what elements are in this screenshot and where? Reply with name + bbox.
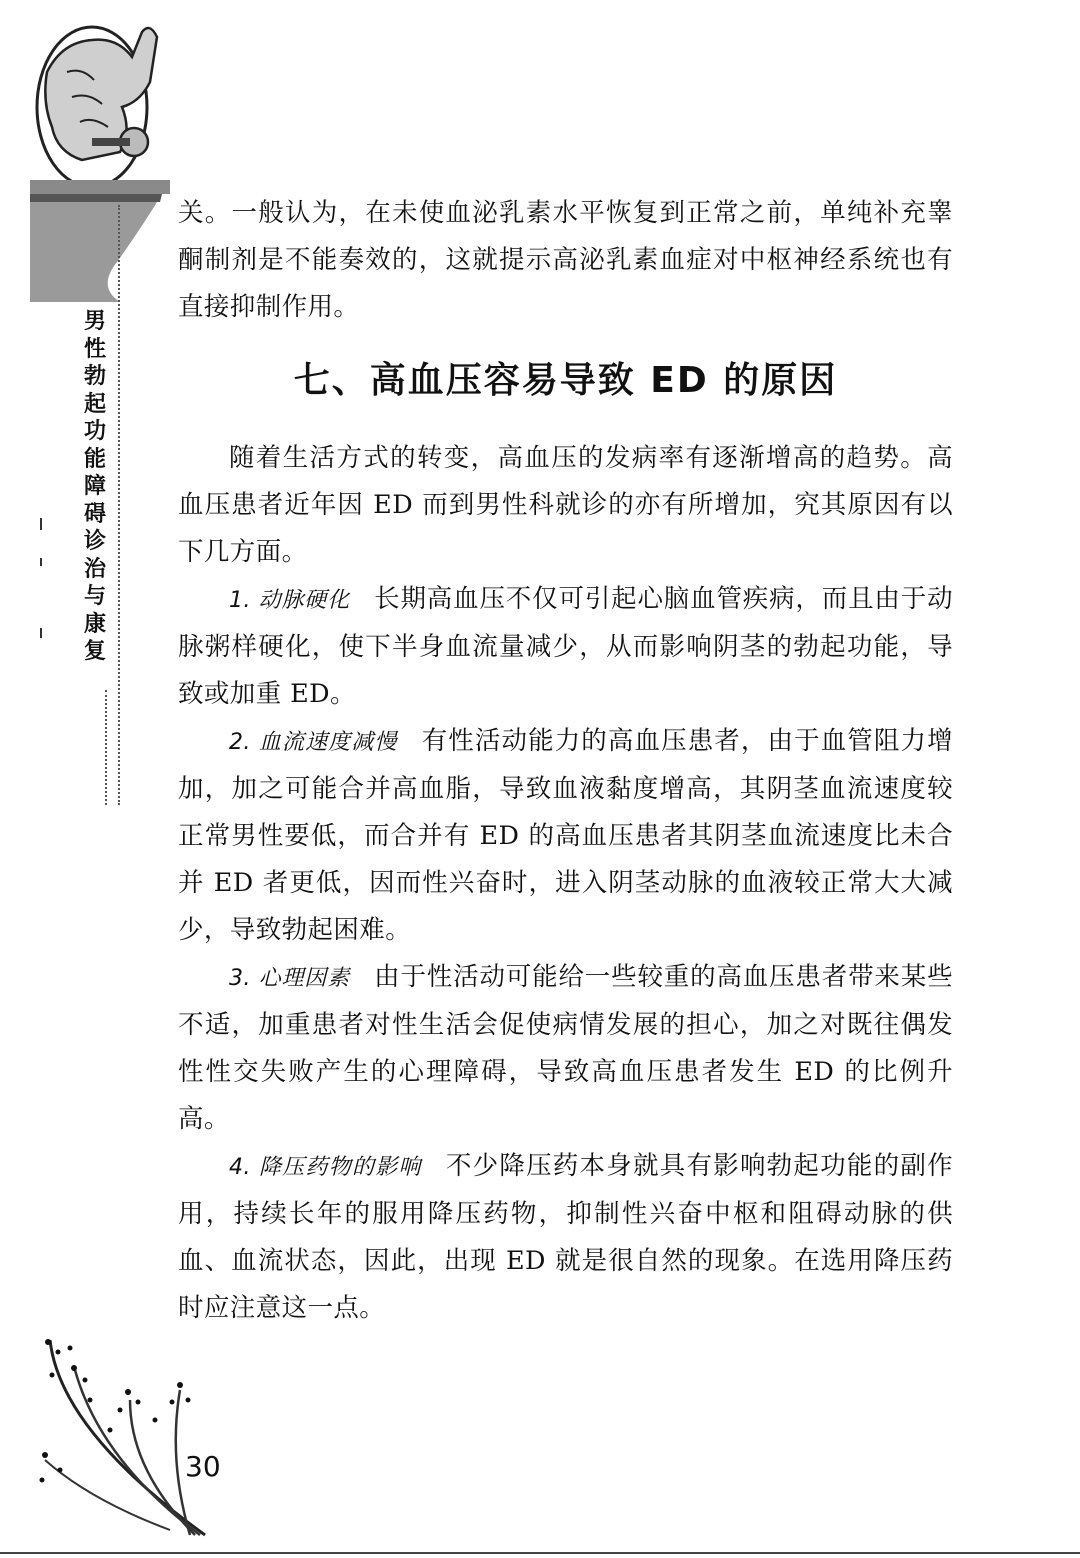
page-content [178,190,953,1332]
running-side-title: 男性勃起功能障碍诊治与康复 [83,309,106,664]
point-paragraph [178,718,953,954]
edge-mark [40,518,42,530]
point-lead: 2. 血流速度减慢 [229,730,398,755]
section-heading: 七、高血压容易导致 ED 的原因 [293,360,838,401]
point-paragraph [178,1143,953,1332]
side-dotted-rule-short [105,690,107,805]
edge-mark [40,558,42,566]
point-text: 由于性活动可能给一些较重的高血压患者带来某些不适，加重患者对性生活会促使病情发展的担心，加之对既往偶发性性交失败产生的心理障碍，导致高血压患者发生 ED 的比例升高。 [178,962,953,1134]
point-text: 有性活动能力的高血压患者，由于血管阻力增加，加之可能合并高血脂，导致血液黏度增高，其阴茎血流速度较正常男性要低，而合并有 ED 的高血压患者其阴茎血流速度比未合并 ED 者更低，因而性兴奋时，进入阴茎动脉的血液较正常大大减少，导致勃起困难。 [178,726,953,945]
intro-paragraph: 随着生活方式的转变，高血压的发病率有逐渐增高的趋势。高血压患者近年因 ED 而到男性科就诊的亦有所增加，究其原因有以下几方面。 [178,443,953,567]
point-lead: 4. 降压药物的影响 [229,1155,422,1180]
point-lead: 1. 动脉硬化 [229,588,350,613]
bottom-edge-line [0,1552,1080,1554]
muscleman-illustration [22,12,172,302]
point-paragraph [178,954,953,1143]
point-text: 长期高血压不仅可引起心脑血管疾病，而且由于动脉粥样硬化，使下半身血流量减少，从而影响阴茎的勃起功能，导致或加重 ED。 [178,584,953,709]
point-text: 不少降压药本身就具有影响勃起功能的副作用，持续长年的服用降压药物，抑制性兴奋中枢和阻碍动脉的供血、血流状态，因此，出现 ED 就是很自然的现象。在选用降压药时应注意这一点。 [178,1151,953,1323]
continuation-paragraph: 关。一般认为，在未使血泌乳素水平恢复到正常之前，单纯补充睾酮制剂是不能奏效的，这就提示高泌乳素血症对中枢神经系统也有直接抑制作用。 [178,198,953,322]
sprig-illustration [30,1330,230,1540]
page-number: 30 [185,1450,221,1483]
side-dotted-rule [118,205,120,805]
point-lead: 3. 心理因素 [229,966,350,991]
edge-mark [40,628,42,638]
point-paragraph [178,576,953,718]
